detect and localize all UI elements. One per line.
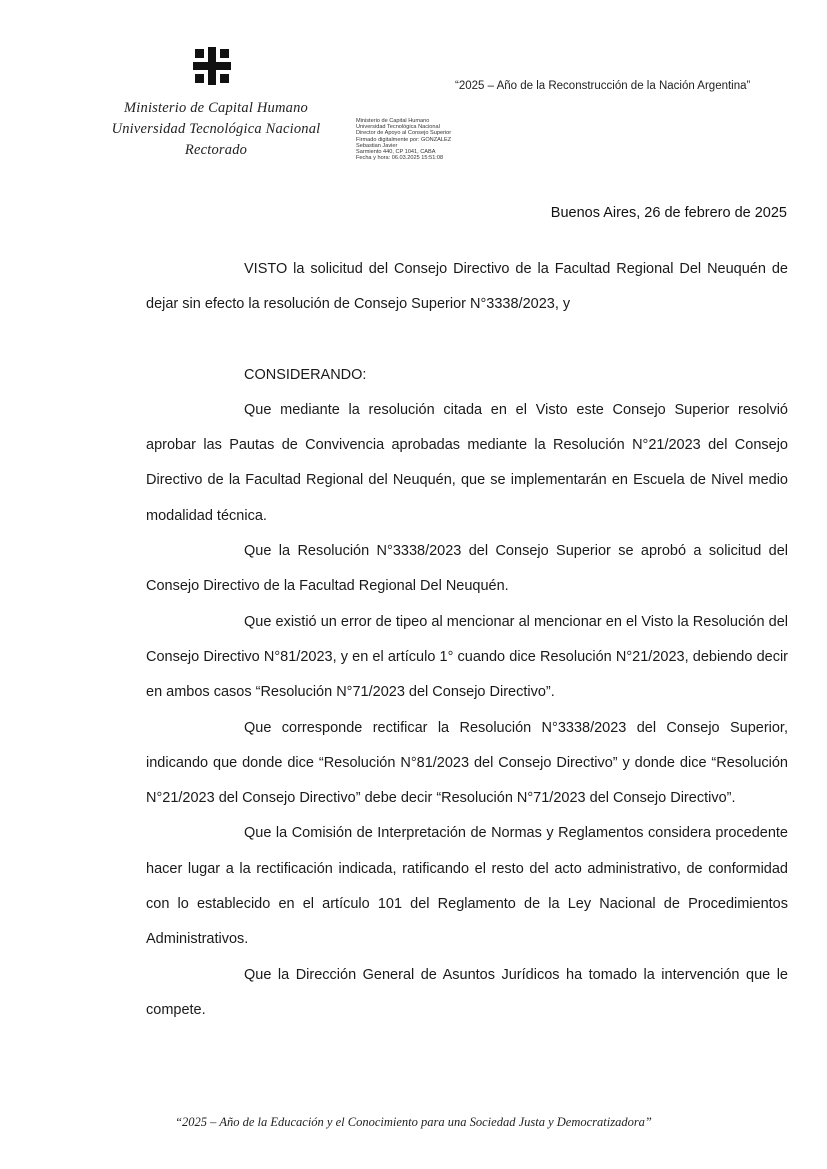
signature-line: Sarmiento 440, CP 1041, CABA [356,149,436,156]
considerando-paragraph: Que la Resolución N°3338/2023 del Consejo Superior se aprobó a solicitud del Consejo Directivo de la Facultad Regional Del Neuquén. [146,543,788,595]
considerando-paragraph: Que la Dirección General de Asuntos Jurídicos ha tomado la intervención que le compete. [146,966,788,1018]
utn-logo-icon [193,47,231,85]
considerando-paragraph: Que existió un error de tipeo al mencionar al mencionar en el Visto la Resolución del Consejo Directivo N°81/2023, y en el artículo 1° cuando dice Resolución N°21/2023, debiendo decir en ambos casos “Resolución N°71/2023 del Consejo Directivo”. [146,613,788,701]
letterhead-ministry: Ministerio de Capital Humano [123,100,309,116]
year-motto-header: “2025 – Año de la Reconstrucción de la Nación Argentina” [455,80,751,92]
signature-line: Ministerio de Capital Humano [356,118,430,124]
considerando-paragraph: Que la Comisión de Interpretación de Normas y Reglamentos considera procedente hacer lugar a la rectificación indicada, ratificando el resto del acto administrativo, de conformidad con lo establecido en el artículo 101 del Reglamento de la Ley Nacional de Procedimientos Administrativos. [146,825,788,948]
signature-line: Universidad Tecnológica Nacional [356,124,440,131]
signature-line: Firmado digitalmente por: GONZALEZ [356,136,452,143]
letterhead-university: Universidad Tecnológica Nacional [111,121,321,137]
considerando-heading: CONSIDERANDO: [244,366,367,383]
signature-line: Director de Apoyo al Consejo Superior [356,130,452,137]
considerando-paragraph: Que mediante la resolución citada en el Visto este Consejo Superior resolvió aprobar las Pautas de Convivencia aprobadas mediante la Resolución N°21/2023 del Consejo Directivo de la Facultad Regional del Neuquén, que se implementarán en Escuela de Nivel medio modalidad técnica. [146,401,788,524]
document-date: Buenos Aires, 26 de febrero de 2025 [550,205,787,221]
visto-paragraph: VISTO la solicitud del Consejo Directivo de la Facultad Regional Del Neuquén de dejar sin efecto la resolución de Consejo Superior N°3338/2023, y [146,261,788,313]
document-body [146,252,788,1028]
letterhead-office: Rectorado [184,142,248,158]
digital-signature-stamp [356,118,451,161]
footer-motto: “2025 – Año de la Educación y el Conocimiento para una Sociedad Justa y Democratizadora” [175,1115,652,1129]
signature-line: Fecha y hora: 06.03.2025 15:51:08 [356,155,444,162]
letterhead [110,98,322,161]
signature-line: Sebastian Javier [356,142,398,149]
considerando-paragraph: Que corresponde rectificar la Resolución N°3338/2023 del Consejo Superior, indicando que donde dice “Resolución N°81/2023 del Consejo Directivo” y donde dice “Resolución N°21/2023 del Consejo Directivo” debe decir “Resolución N°71/2023 del Consejo Directivo”. [146,719,788,807]
